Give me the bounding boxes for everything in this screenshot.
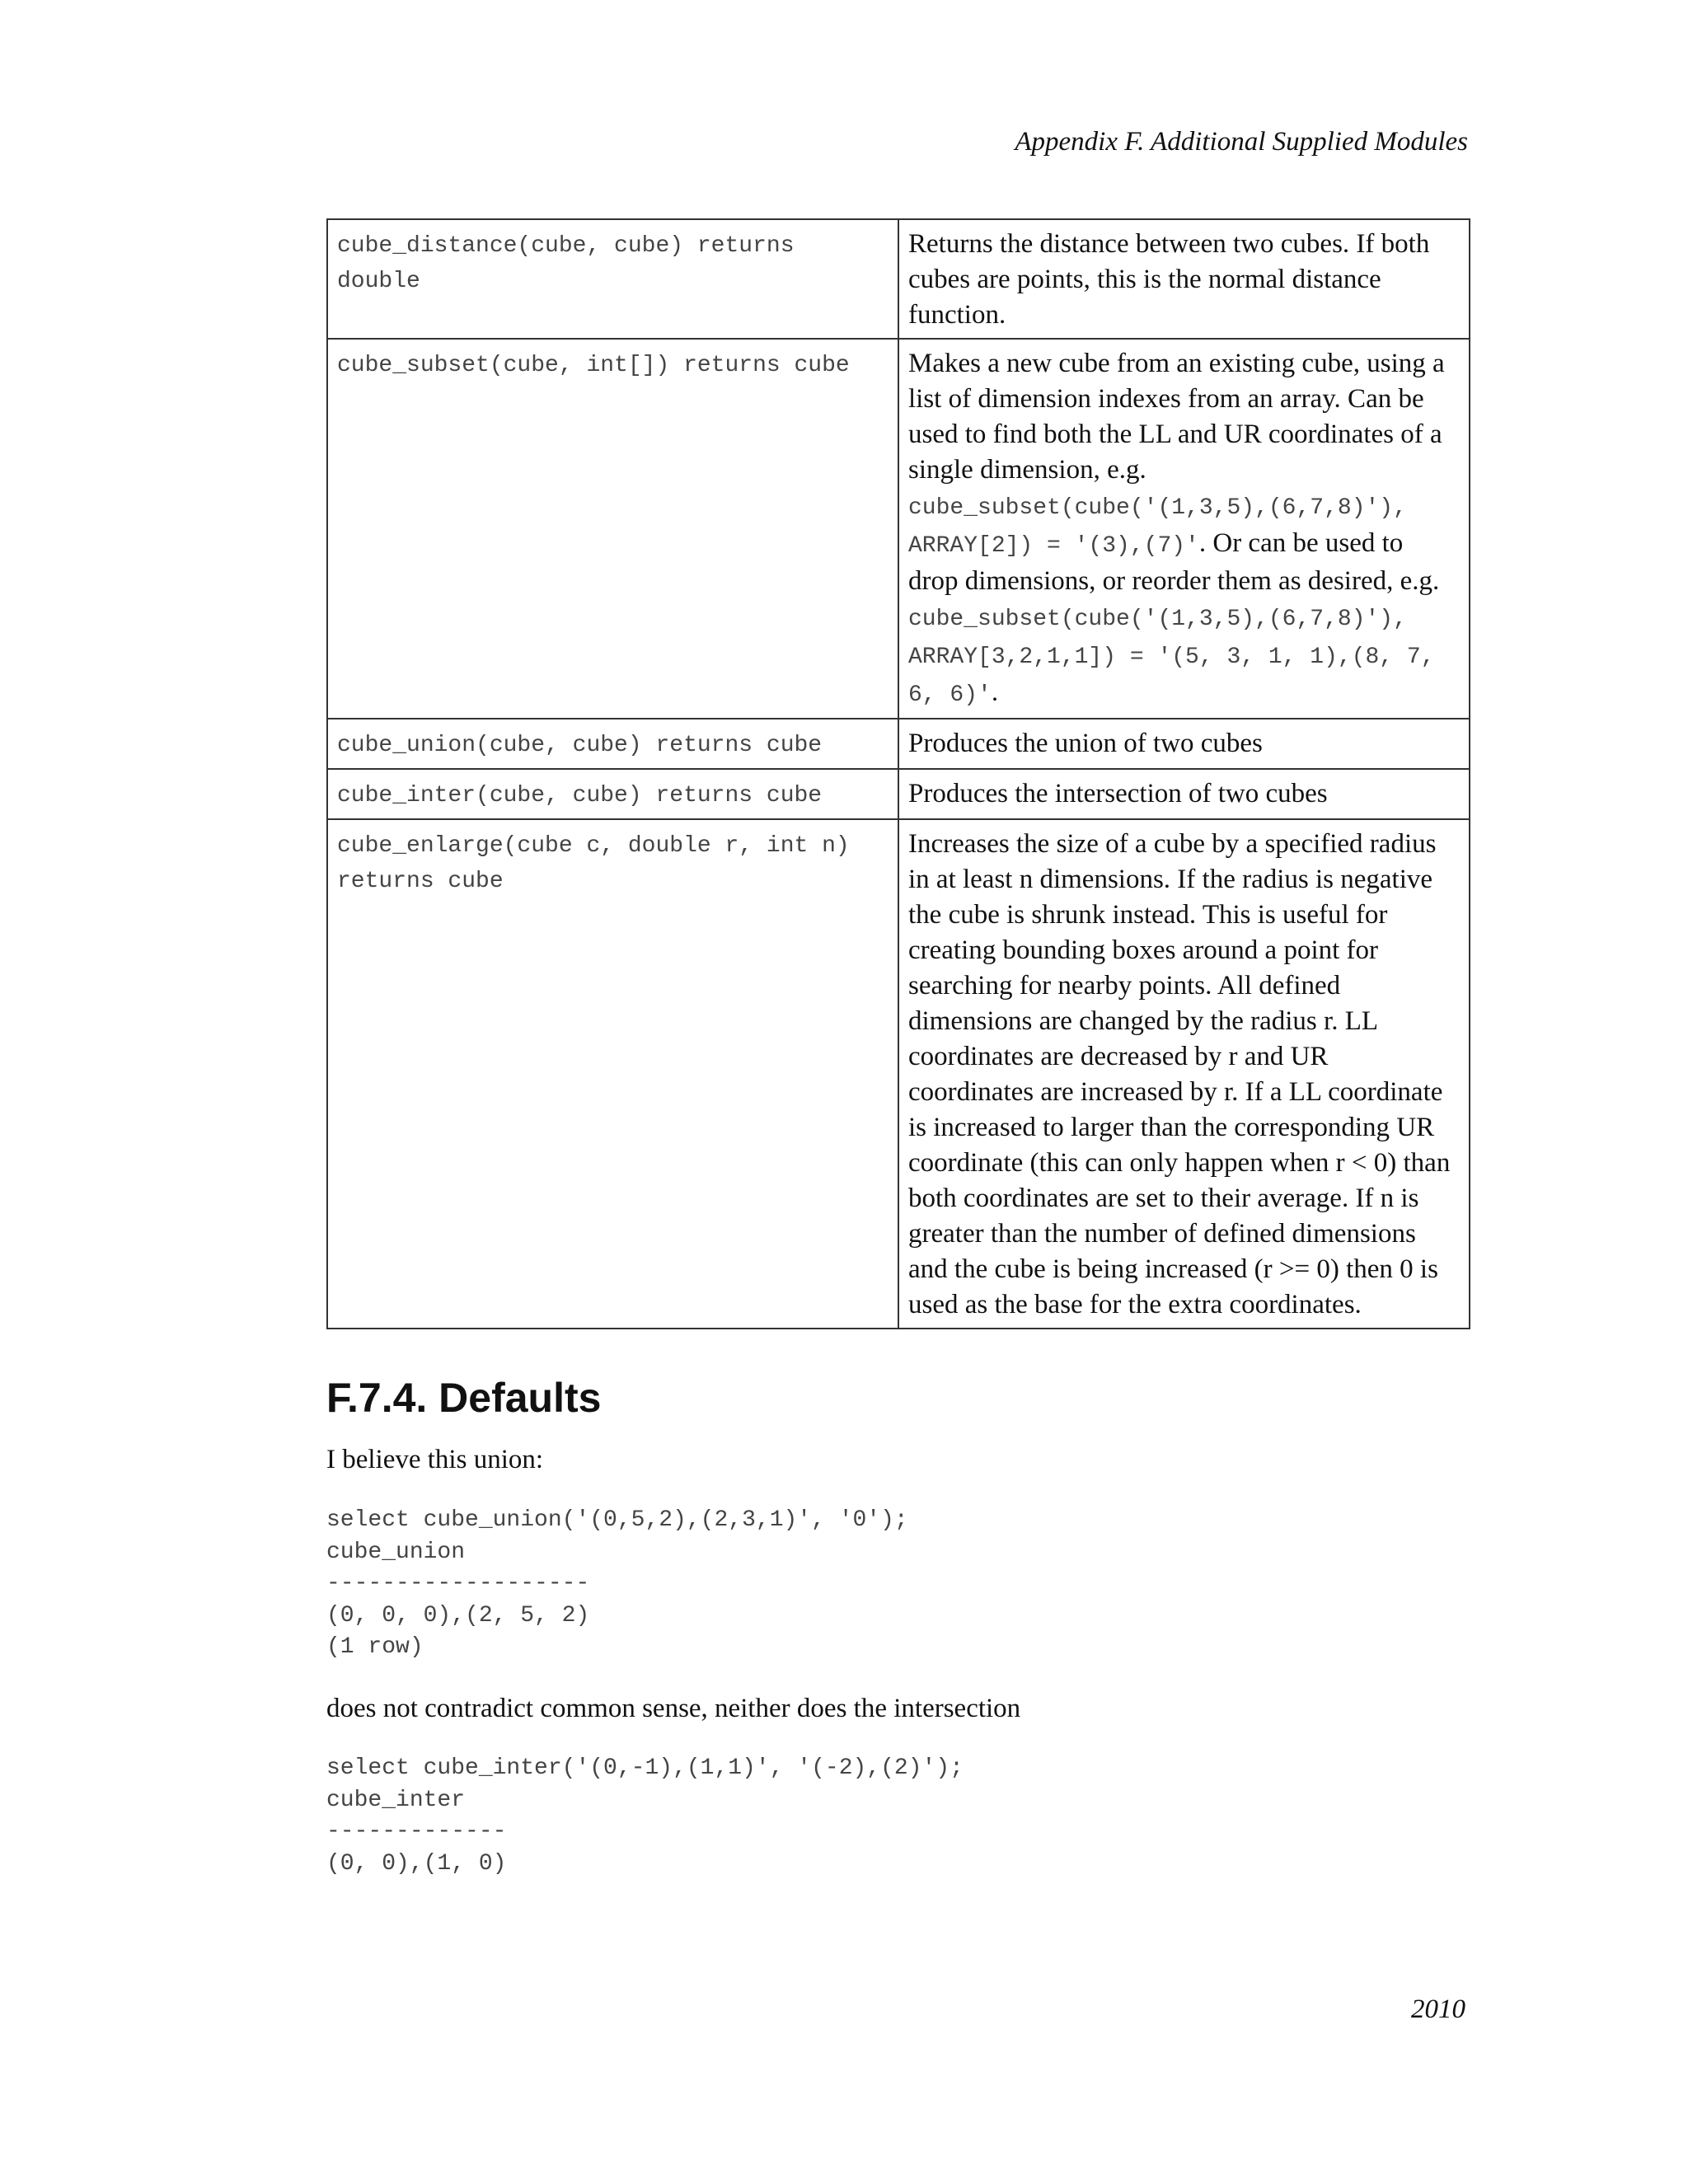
function-description [898,719,1470,769]
function-description [898,219,1470,339]
table-row [327,719,1470,769]
table-row [327,339,1470,719]
table-row [327,769,1470,819]
description-text: Returns the distance between two cubes. If both cubes are points, this is the normal distance function. [908,229,1430,330]
page-number: 2010 [1411,1994,1465,2024]
table-row [327,819,1470,1329]
function-signature: cube_union(cube, cube) returns cube [327,719,898,769]
description-text: . Or can be used to drop dimensions, or reorder them as desired, e.g. [908,528,1440,596]
description-text: Produces the union of two cubes [908,729,1263,758]
description-text: Produces the intersection of two cubes [908,779,1328,808]
function-signature: cube_subset(cube, int[]) returns cube [327,339,898,719]
function-signature: cube_inter(cube, cube) returns cube [327,769,898,819]
intro-paragraph: I believe this union: [326,1445,544,1474]
inline-code: cube_subset(cube('(1,3,5),(6,7,8)'), ARRAY[2]) = '(3),(7)' [908,495,1407,559]
table-row [327,219,1470,339]
inline-code: cube_subset(cube('(1,3,5),(6,7,8)'), ARRAY[3,2,1,1]) = '(5, 3, 1, 1),(8, 7, 6, 6)' [908,607,1435,708]
function-signature: cube_enlarge(cube c, double r, int n) returns cube [327,819,898,1329]
function-description [898,769,1470,819]
function-description [898,339,1470,719]
function-signature: cube_distance(cube, cube) returns double [327,219,898,339]
section-title: F.7.4. Defaults [326,1375,602,1421]
running-header: Appendix F. Additional Supplied Modules [1015,127,1468,157]
description-text: Makes a new cube from an existing cube, using a list of dimension indexes from an array. Can be used to find both the LL and UR coordinates of a single dimension, e.g. [908,349,1445,485]
function-table [326,218,1470,1329]
code-block-inter: select cube_inter('(0,-1),(1,1)', '(-2),(2)'); cube_inter ------------- (0, 0),(1, 0) [326,1755,964,1877]
code-block-union: select cube_union('(0,5,2),(2,3,1)', '0'); cube_union ------------------- (0, 0, 0),(2, 5, 2) (1 row) [326,1507,908,1660]
middle-paragraph: does not contradict common sense, neither does the intersection [326,1694,1021,1723]
description-text: Increases the size of a cube by a specified radius in at least n dimensions. If the radius is negative the cube is shrunk instead. This is useful for creating bounding boxes around a point for searching for nearby points. All defined dimensions are changed by the radius r. LL coordinates are decreased by r and UR coordinates are increased by r. If a LL coordinate is increased to larger than the corresponding UR coordinate (this can only happen when r < 0) than both coordinates are set to their average. If n is greater than the number of defined dimensions and the cube is being increased (r >= 0) then 0 is used as the base for the extra coordinates. [908,829,1451,1319]
description-text: . [991,677,999,707]
function-description [898,819,1470,1329]
